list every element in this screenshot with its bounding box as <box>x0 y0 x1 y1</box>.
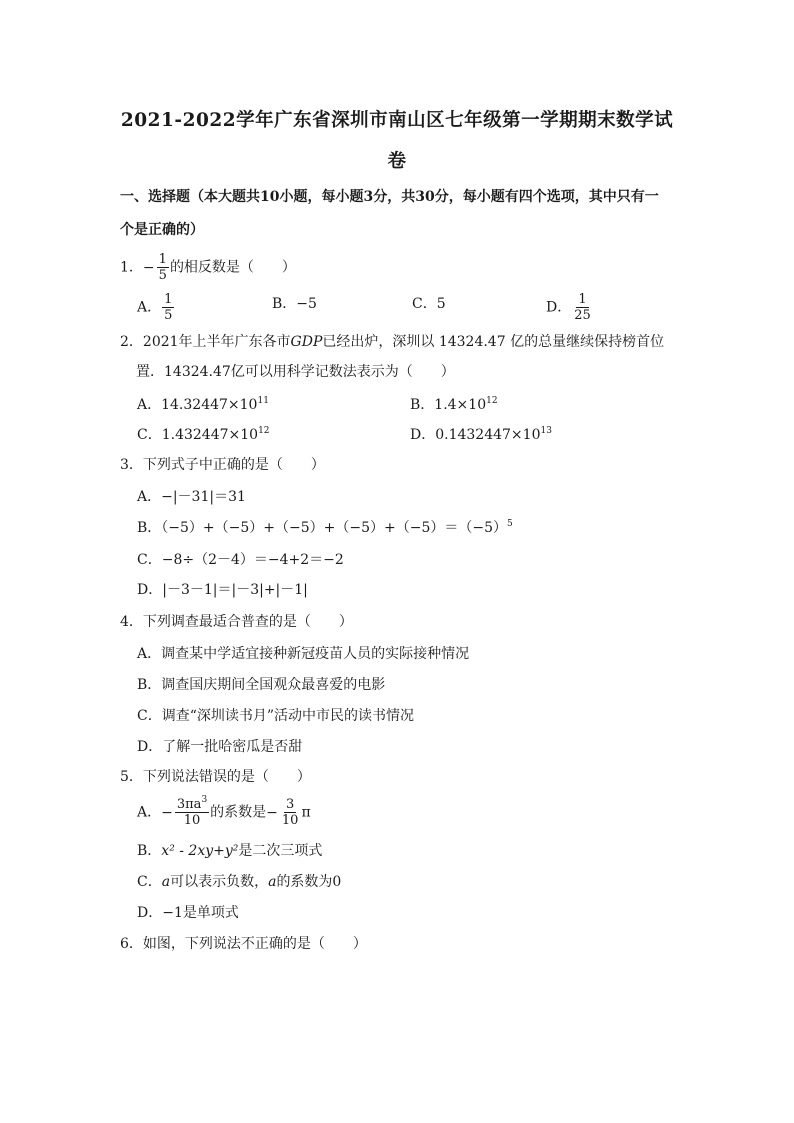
question-1-option-b: B．−5 <box>272 296 317 312</box>
question-4-stem: 4．下列调查最适合普查的是（ ） <box>120 614 353 630</box>
minus-sign: − <box>161 804 173 821</box>
page-title-line1: 2021-2022学年广东省深圳市南山区七年级第一学期期末数学试 <box>120 110 674 131</box>
question-5-option-d: D．−1是单项式 <box>137 905 239 921</box>
gdp-term: GDP <box>290 334 323 350</box>
option-label: A． <box>137 299 162 316</box>
fraction-numerator: 1 <box>158 252 167 267</box>
exponent: 13 <box>540 426 552 436</box>
fraction-denominator: 10 <box>281 813 299 828</box>
fraction-denominator: 10 <box>183 813 201 828</box>
question-1-option-c: C．5 <box>412 296 446 312</box>
question-text: 的相反数是（ ） <box>169 259 296 276</box>
option-text: B．1.4×10 <box>410 397 487 413</box>
question-6-stem: 6．如图，下列说法不正确的是（ ） <box>120 936 367 952</box>
section-heading-line2: 个是正确的） <box>120 222 204 238</box>
question-4-option-a: A．调查某中学适宜接种新冠疫苗人员的实际接种情况 <box>137 646 470 662</box>
variable-a: a <box>268 874 277 890</box>
question-2-stem-line2: 置．14324.47亿可以用科学记数法表示为（ ） <box>136 364 455 380</box>
option-text: C．1.432447×10 <box>137 427 259 443</box>
fraction-numerator: 1 <box>578 292 587 307</box>
question-3-option-b <box>137 518 513 538</box>
option-text: D．0.1432447×10 <box>410 427 541 443</box>
polynomial-expression: x² - 2xy+y² <box>161 843 239 859</box>
question-4-option-c: C．调查“深圳读书月”活动中市民的读书情况 <box>137 708 415 724</box>
fraction <box>280 797 301 828</box>
fraction-numerator <box>175 797 209 813</box>
option-text: 可以表示负数， <box>170 874 269 890</box>
option-text: 的系数是 <box>210 804 267 821</box>
question-3-option-d: D．|－3－1|＝|－3|+|－1| <box>137 582 308 598</box>
question-2-option-c <box>137 425 270 445</box>
fraction-denominator: 25 <box>574 308 591 323</box>
question-5-option-a <box>137 797 311 828</box>
page-title-line2: 卷 <box>387 151 407 172</box>
fraction <box>157 252 169 283</box>
exponent: 12 <box>486 396 498 406</box>
option-label: A． <box>137 804 162 821</box>
exponent: 3 <box>201 795 208 805</box>
question-number: 1． <box>120 259 143 276</box>
variable-a: a <box>161 874 171 890</box>
question-5-option-c <box>137 872 341 892</box>
question-4-option-d: D．了解一批哈密瓜是否甜 <box>137 739 303 755</box>
fraction-numerator: 1 <box>164 292 173 307</box>
option-text: 是二次三项式 <box>238 843 323 859</box>
question-3-option-c: C．−8÷（2－4）＝−4+2＝−2 <box>137 552 344 568</box>
question-3-stem: 3．下列式子中正确的是（ ） <box>120 457 325 473</box>
question-2-option-b <box>410 395 498 415</box>
fraction-denominator: 5 <box>158 268 167 283</box>
question-text: 已经出炉，深圳以 14324.47 亿的总量继续保持榜首位 <box>322 334 665 350</box>
option-label: B． <box>137 843 162 859</box>
section-heading <box>120 181 680 247</box>
section-heading-line1: 一、选择题（本大题共10小题，每小题3分，共30分，每小题有四个选项，其中只有一 <box>120 189 659 205</box>
fraction <box>162 292 174 323</box>
exponent: 12 <box>258 426 270 436</box>
exponent: 5 <box>507 519 513 529</box>
question-5-stem: 5．下列说法错误的是（ ） <box>120 769 311 785</box>
question-3-option-a: A．−|－31|＝31 <box>137 489 246 505</box>
question-2-stem-line1 <box>120 332 664 352</box>
fraction <box>175 797 209 828</box>
minus-sign: − <box>266 804 278 821</box>
fraction-denominator: 5 <box>164 308 173 323</box>
question-2-option-d <box>410 425 552 445</box>
pi-symbol: π <box>301 804 311 821</box>
option-label: D． <box>546 299 572 316</box>
question-1-option-d <box>546 292 594 323</box>
question-text: 2．2021年上半年广东各市 <box>120 334 291 350</box>
option-text: B．（−5）+（−5）+（−5）+（−5）+（−5）＝（−5） <box>137 520 508 536</box>
exponent: 11 <box>257 396 269 406</box>
minus-sign: − <box>142 259 155 276</box>
question-1-option-a <box>137 292 175 323</box>
numerator-text: 3πa <box>176 797 202 812</box>
question-2-option-a <box>137 395 269 415</box>
option-text: 的系数为0 <box>276 874 342 890</box>
fraction <box>572 292 593 323</box>
question-5-option-b <box>137 841 322 861</box>
question-4-option-b: B．调查国庆期间全国观众最喜爱的电影 <box>137 677 386 693</box>
question-1-stem <box>120 252 296 283</box>
fraction-numerator: 3 <box>286 797 295 812</box>
option-text: A．14.32447×10 <box>137 397 258 413</box>
option-label: C． <box>137 874 162 890</box>
